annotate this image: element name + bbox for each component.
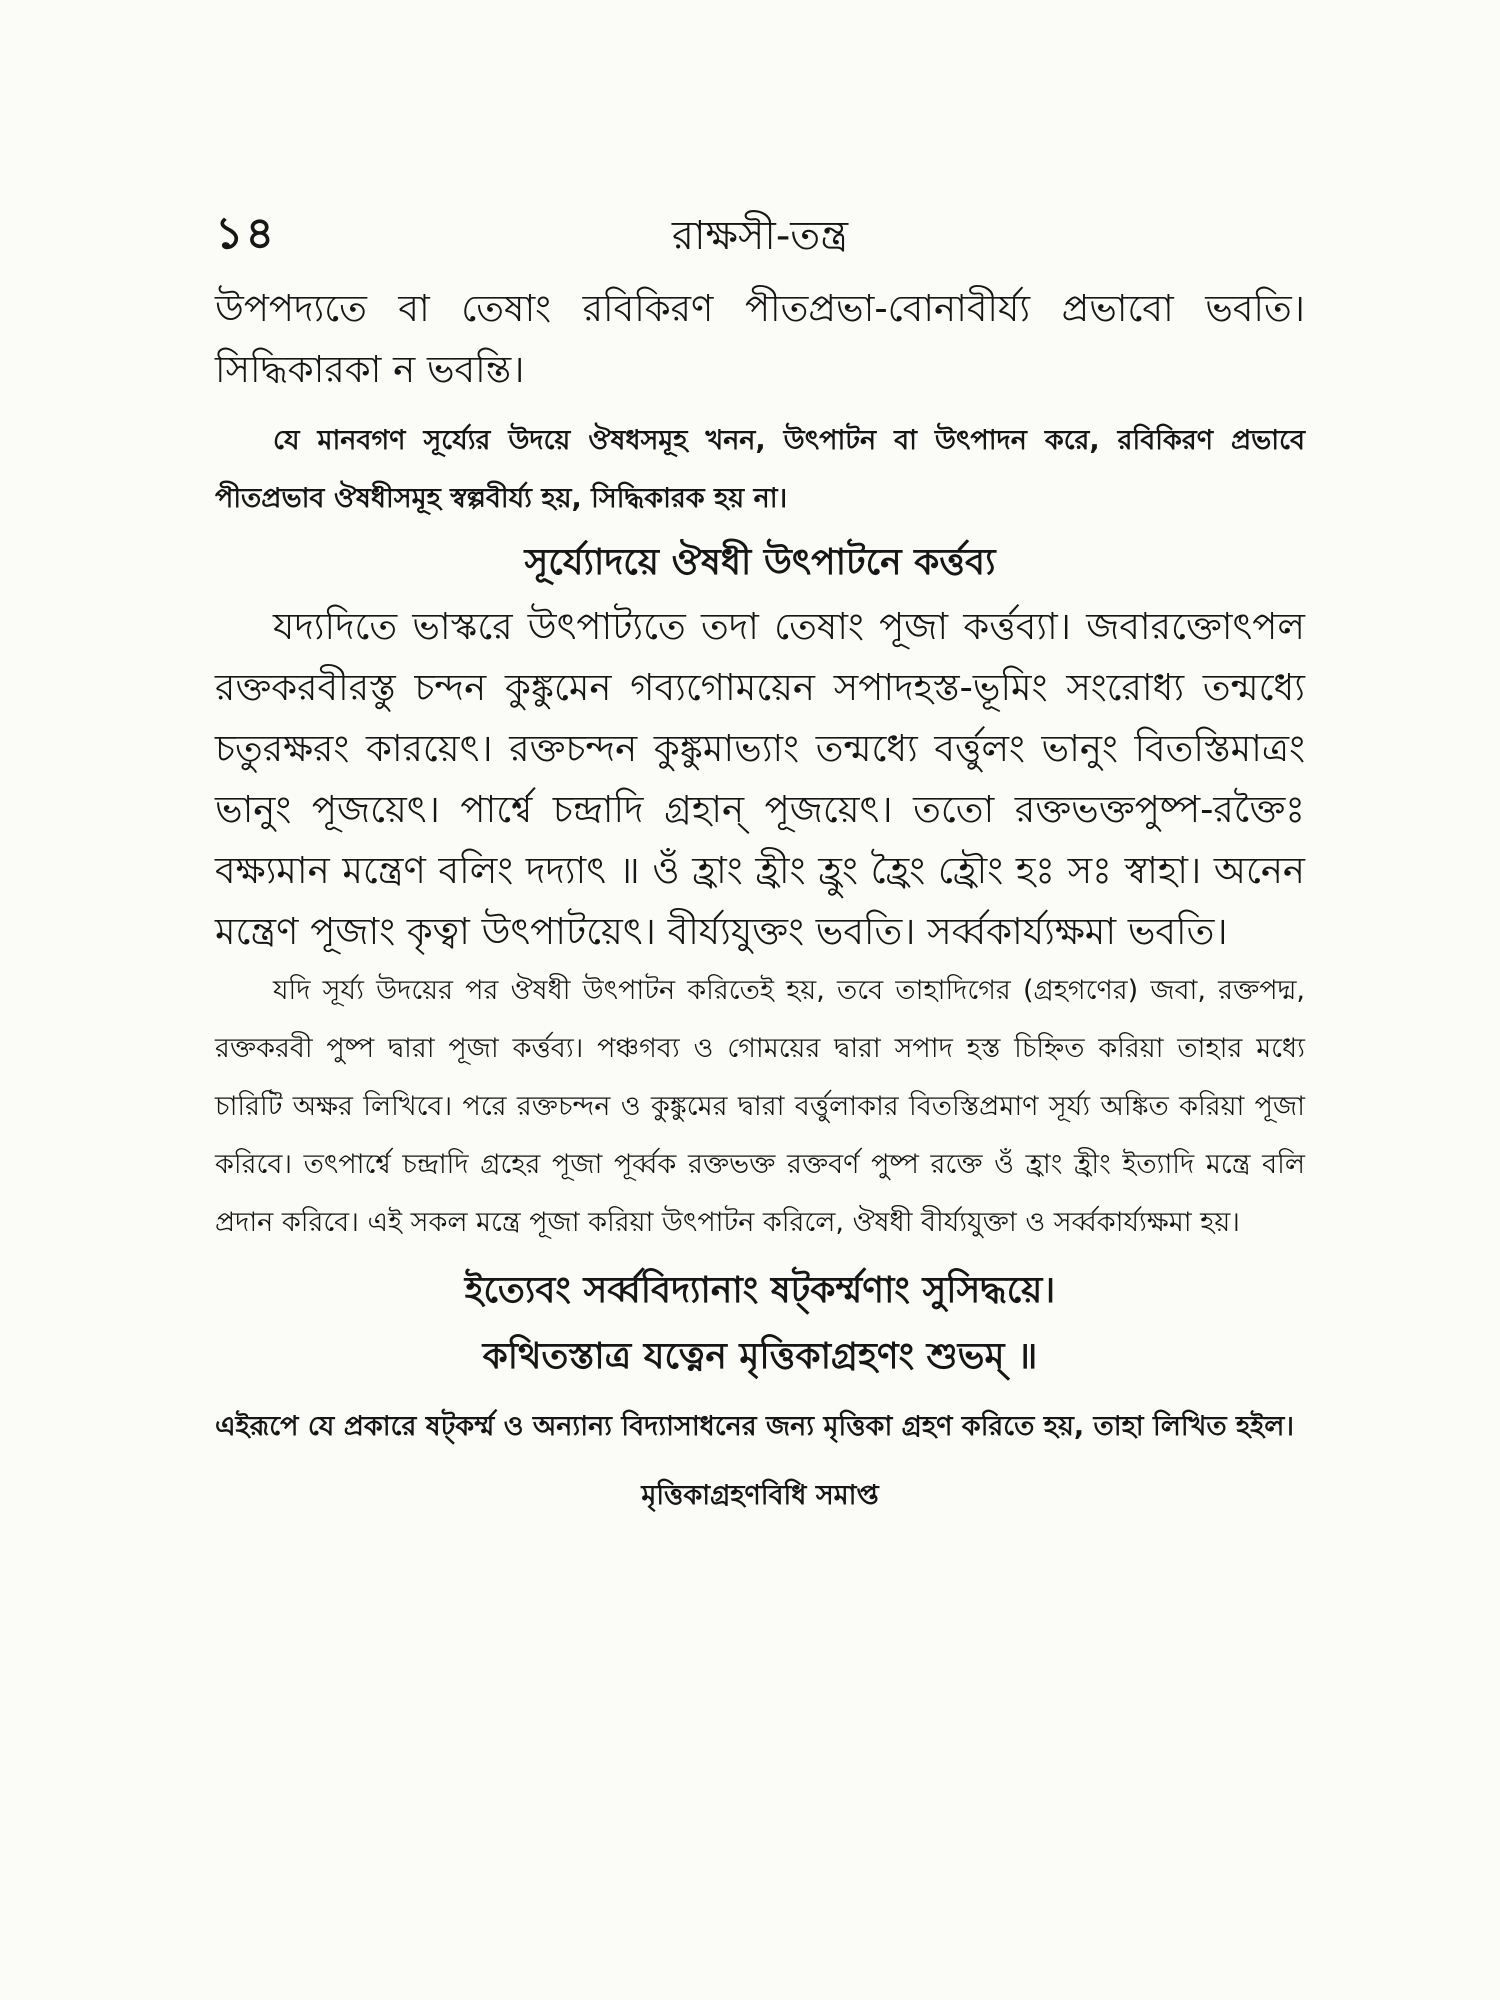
colophon: মৃত্তিকাগ্রহণবিধি সমাপ্ত (641, 1480, 879, 1511)
section-heading: সূর্য্যোদয়ে ঔষধী উৎপাটনে কর্ত্তব্য (524, 542, 996, 583)
closing-verse (215, 1258, 1305, 1390)
sanskrit-paragraph-2: যদ্যদিতে ভাস্করে উৎপাট্যতে তদা তেষাং পূজা কর্ত্তব্যা। জবারক্তোৎপল রক্তকরবীরস্তু চন্দন কুঙ্কুমেন গব্যগোময়েন সপাদহস্ত-ভূমিং সংরোধ্য তন্মধ্যে চতুরক্ষরং কারয়েৎ। রক্তচন্দন কুঙ্কুমাভ্যাং তন্মধ্যে বর্ত্তুলং ভানুং বিতস্তিমাত্রং ভানুং পূজয়েৎ। পার্শ্বে চন্দ্রাদি গ্রহান্ পূজয়েৎ। ততো রক্তভক্তপুষ্প-রক্তৈঃ বক্ষ্যমান মন্ত্রেণ বলিং দদ্যাৎ ॥ ওঁ হ্রাং হ্রীং হ্রুং হ্রৈং হ্রৌং হঃ সঃ স্বাহা। অনেন মন্ত্রেণ পূজাং কৃত্বা উৎপাটয়েৎ। বীর্য্যযুক্তং ভবতি। সর্ব্বকার্য্যক্ষমা ভবতি। (215, 605, 1305, 953)
bengali-gloss-1: যে মানবগণ সূর্য্যের উদয়ে ঔষধসমূহ খনন, উৎপাটন বা উৎপাদন করে, রবিকিরণ প্রভাবে পীতপ্রভাব ঔষধীসমূহ স্বল্পবীর্য্য হয়, সিদ্ধিকারক হয় না। (215, 425, 1305, 514)
page-header (215, 200, 1305, 260)
running-title: রাক্ষসী-তন্ত্র (671, 213, 849, 259)
sanskrit-paragraph-1: উপপদ্যতে বা তেষাং রবিকিরণ পীতপ্রভা-বোনাবীর্য্য প্রভাবো ভবতি। সিদ্ধিকারকা ন ভবন্তি। (215, 287, 1305, 391)
closing-gloss: এইরূপে যে প্রকারে ষট্‌কর্ম্ম ও অন্যান্য বিদ্যাসাধনের জন্য মৃত্তিকা গ্রহণ করিতে হয়, তাহা লিখিত হইল। (215, 1411, 1294, 1442)
bengali-gloss-2: যদি সূর্য্য উদয়ের পর ঔষধী উৎপাটন করিতেই হয়, তবে তাহাদিগের (গ্রহগণের) জবা, রক্তপদ্ম, রক্তকরবী পুষ্প দ্বারা পূজা কর্ত্তব্য। পঞ্চগব্য ও গোময়ের দ্বারা সপাদ হস্ত চিহ্নিত করিয়া তাহার মধ্যে চারিটি অক্ষর লিখিবে। পরে রক্তচন্দন ও কুঙ্কুমের দ্বারা বর্ত্তুলাকার বিতস্তিপ্রমাণ সূর্য্য অঙ্কিত করিয়া পূজা করিবে। তৎপার্শ্বে চন্দ্রাদি গ্রহের পূজা পূর্ব্বক রক্তভক্ত রক্তবর্ণ পুষ্প রক্তে ওঁ হ্রাং হ্রীং ইত্যাদি মন্ত্রে বলি প্রদান করিবে। এই সকল মন্ত্রে পূজা করিয়া উৎপাটন করিলে, ঔষধী বীর্য্যযুক্তা ও সর্ব্বকার্য্যক্ষমা হয়। (215, 975, 1305, 1238)
page-number: ১৪ (215, 208, 277, 259)
verse-line-1: ইত্যেবং সর্ব্ববিদ্যানাং ষট্কর্ম্মণাং সুসিদ্ধয়ে। (464, 1270, 1056, 1311)
page-body (215, 278, 1305, 1526)
verse-line-2: কথিতস্তাত্র যত্নেন মৃত্তিকাগ্রহণং শুভম্ ॥ (482, 1336, 1038, 1377)
